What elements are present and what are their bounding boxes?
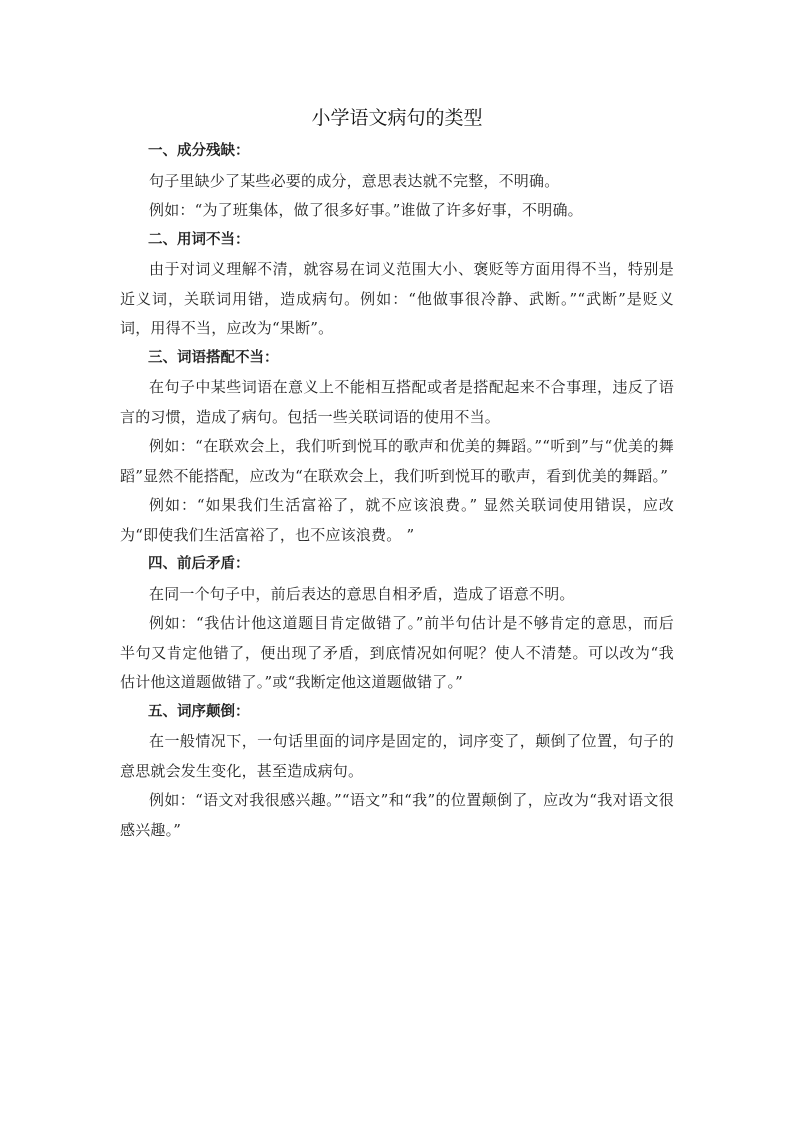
example-paragraph: 例如：“如果我们生活富裕了，就不应该浪费。” 显然关联词使用错误，应改为“即使我们生活富裕了，也不应该浪费。 ” bbox=[120, 496, 674, 544]
paragraph: 在一般情况下，一句话里面的词序是固定的，词序变了，颠倒了位置，句子的意思就会发生变化，甚至造成病句。 bbox=[120, 732, 674, 780]
section-improper-collocation bbox=[120, 344, 674, 551]
section-heading: 三、词语搭配不当： bbox=[148, 349, 279, 366]
section-heading: 一、成分残缺： bbox=[148, 143, 250, 159]
document-page bbox=[120, 103, 674, 845]
paragraph: 由于对词义理解不清，就容易在词义范围大小、褒贬等方面用得不当，特别是近义词，关联词用错，造成病句。例如：“他做事很冷静、武断。”“武断”是贬义词，用得不当，应改为“果断”。 bbox=[120, 260, 674, 337]
example-paragraph: 例如：“在联欢会上，我们听到悦耳的歌声和优美的舞蹈。”“听到”与“优美的舞蹈”显然不能搭配，应改为“在联欢会上，我们听到悦耳的歌声，看到优美的舞蹈。” bbox=[120, 437, 674, 485]
section-contradiction bbox=[120, 550, 674, 698]
example-paragraph: 例如：“语文对我很感兴趣。”“语文”和“我”的位置颠倒了，应改为“我对语文很感兴趣。” bbox=[120, 791, 674, 839]
paragraph: 在句子中某些词语在意义上不能相互搭配或者是搭配起来不合事理，违反了语言的习惯，造成了病句。包括一些关联词语的使用不当。 bbox=[120, 378, 674, 426]
section-missing-components bbox=[120, 137, 674, 226]
document-title: 小学语文病句的类型 bbox=[311, 107, 483, 129]
section-heading: 四、前后矛盾： bbox=[148, 556, 250, 572]
section-improper-word-use bbox=[120, 226, 674, 344]
example-paragraph: 例如：“为了班集体，做了很多好事。”谁做了许多好事，不明确。 bbox=[149, 201, 583, 219]
section-heading: 五、词序颠倒： bbox=[148, 703, 250, 720]
section-word-order-inversion bbox=[120, 698, 674, 846]
section-heading: 二、用词不当： bbox=[148, 231, 250, 248]
paragraph: 在同一个句子中，前后表达的意思自相矛盾，造成了语意不明。 bbox=[149, 584, 575, 603]
paragraph: 句子里缺少了某些必要的成分，意思表达就不完整，不明确。 bbox=[149, 171, 560, 190]
example-paragraph: 例如：“我估计他这道题目肯定做错了。”前半句估计是不够肯定的意思，而后半句又肯定他错了，便出现了矛盾，到底情况如何呢？使人不清楚。可以改为“我估计他这道题做错了。”或“我断定他这道题做错了。” bbox=[120, 614, 674, 691]
